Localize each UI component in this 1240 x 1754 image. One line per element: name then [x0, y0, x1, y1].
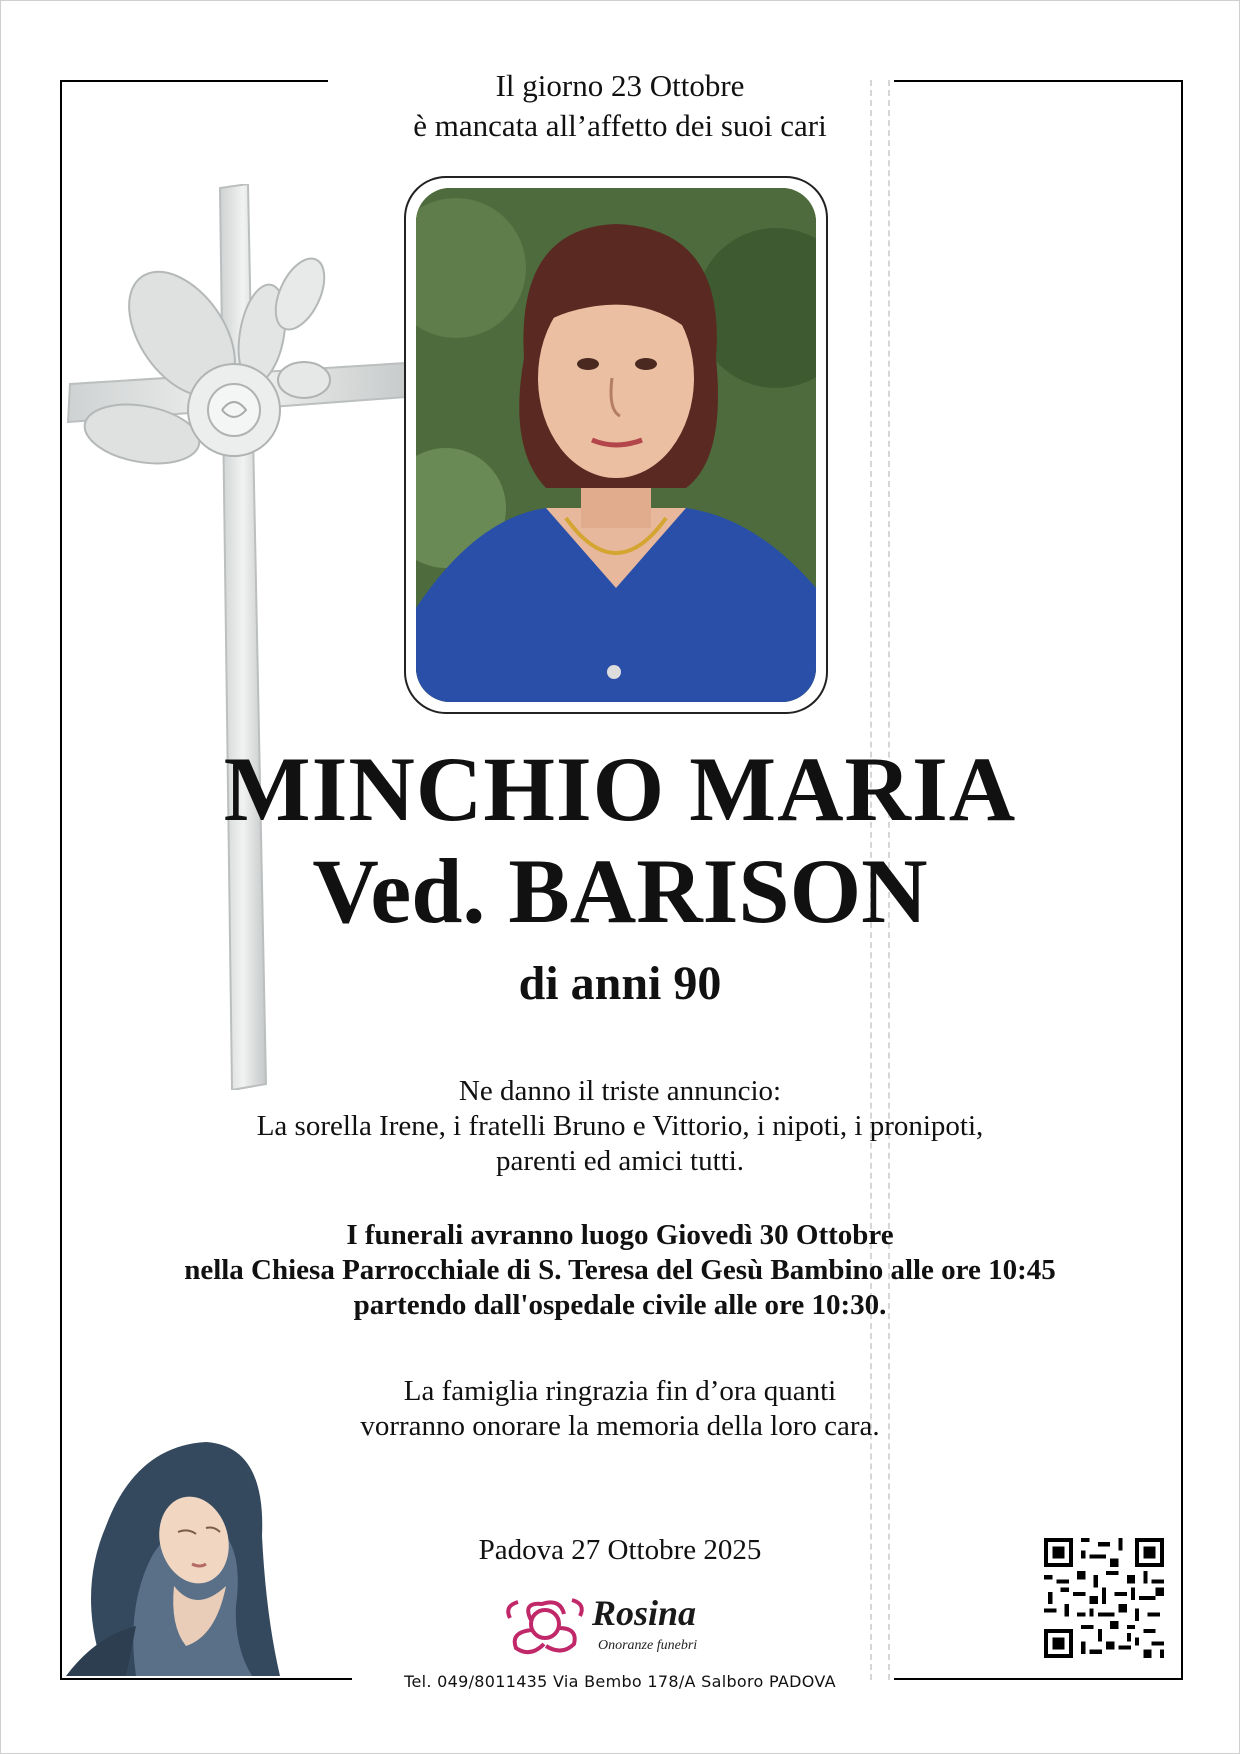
intro-phrase: è mancata all’affetto dei suoi cari — [413, 108, 827, 143]
qr-code-icon[interactable] — [1044, 1538, 1164, 1658]
thanks-text — [0, 1374, 1240, 1444]
portrait-illustration — [416, 188, 816, 702]
portrait-photo — [416, 188, 816, 702]
deceased-age: di anni 90 — [518, 957, 722, 1010]
portrait-frame — [404, 176, 828, 714]
funeral-line-2: nella Chiesa Parrocchiale di S. Teresa del Gesù Bambino alle ore 10:45 — [184, 1254, 1056, 1286]
deceased-name: MINCHIO MARIA — [223, 738, 1017, 840]
funeral-info — [0, 1218, 1240, 1323]
announcement — [0, 1074, 1240, 1179]
rose-logo-icon — [502, 1592, 588, 1658]
agency-tagline: Onoranze funebri — [598, 1638, 698, 1653]
funeral-line-3: partendo dall'ospedale civile alle ore 10:30. — [353, 1289, 887, 1321]
intro-date: Il giorno 23 Ottobre — [495, 68, 745, 103]
announcement-line-1: Ne danno il triste annuncio: — [458, 1075, 782, 1107]
agency-name: Rosina — [592, 1593, 697, 1633]
intro-text — [0, 66, 1240, 146]
funeral-line-1: I funerali avranno luogo Giovedì 30 Ottobre — [346, 1219, 894, 1251]
announcement-line-2: La sorella Irene, i fratelli Bruno e Vittorio, i nipoti, i pronipoti, — [256, 1110, 984, 1142]
agency-contact: Tel. 049/8011435 Via Bembo 178/A Salboro PADOVA — [404, 1672, 836, 1691]
cross-with-rose-icon — [62, 184, 422, 1090]
place-and-date: Padova 27 Ottobre 2025 — [478, 1534, 762, 1566]
thanks-line-2: vorranno onorare la memoria della loro cara. — [360, 1410, 880, 1442]
deceased-widow-of: Ved. BARISON — [312, 840, 928, 942]
announcement-line-3: parenti ed amici tutti. — [495, 1145, 745, 1177]
thanks-line-1: La famiglia ringrazia fin d’ora quanti — [403, 1375, 837, 1407]
